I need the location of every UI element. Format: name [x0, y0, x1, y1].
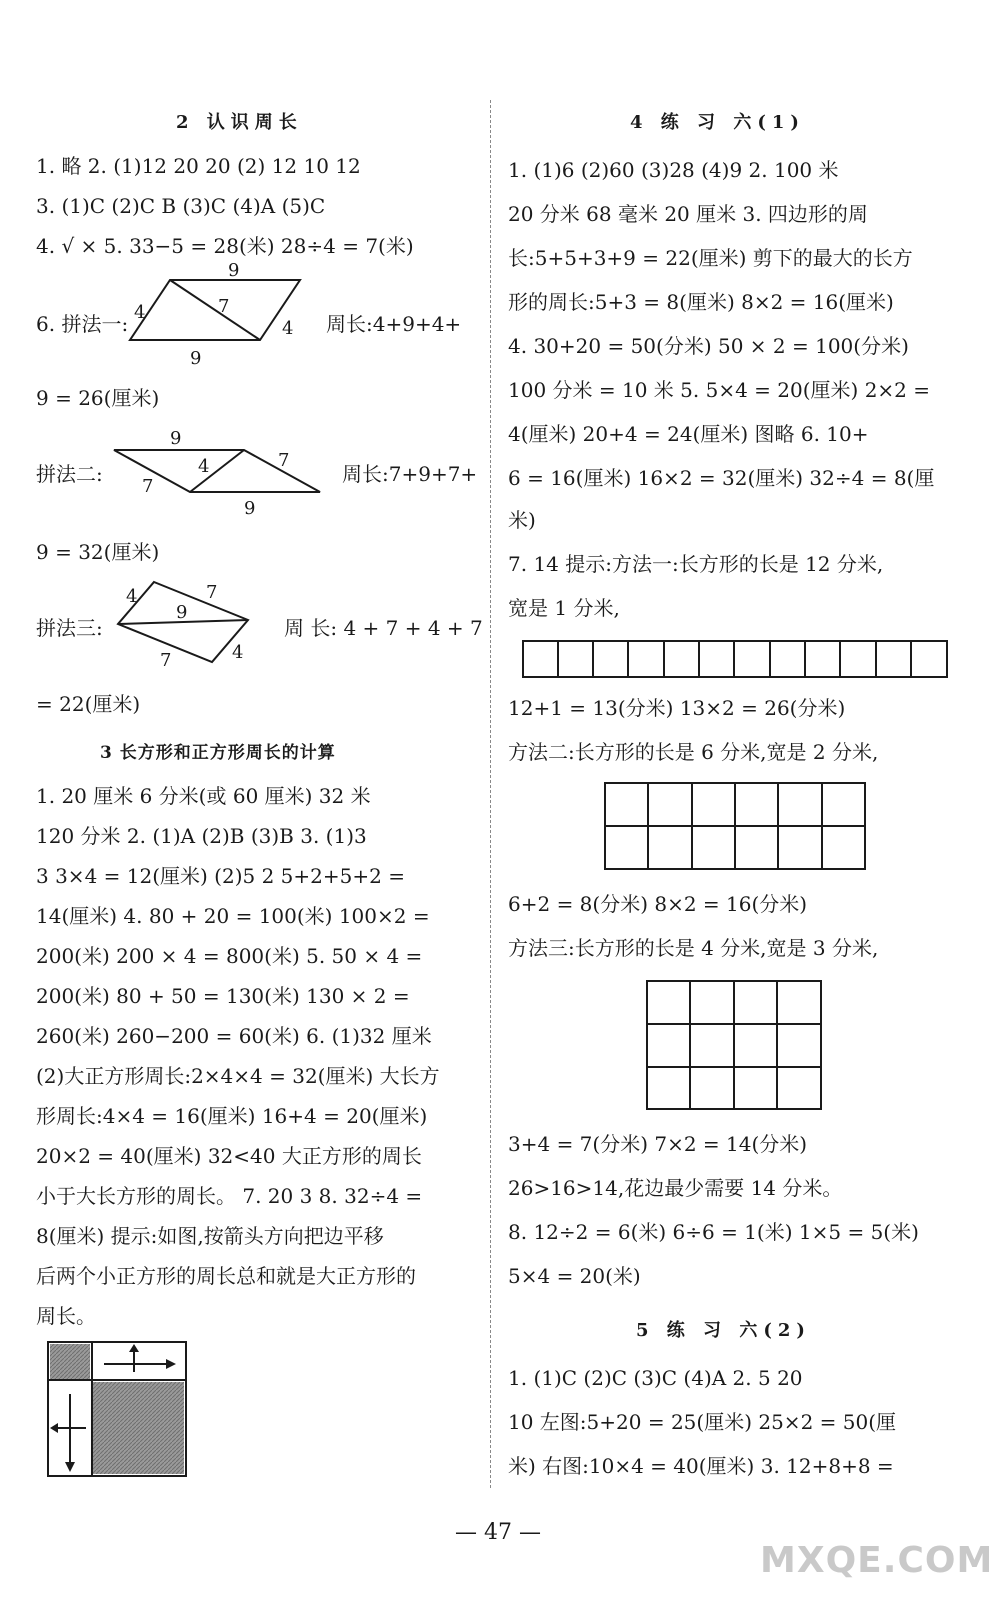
parallelogram-figure-1: [130, 260, 310, 370]
answer-line: 米): [508, 508, 536, 532]
answer-line: 4(厘米) 20+4 = 24(厘米) 图略 6. 10+: [508, 422, 869, 446]
answer-line: 200(米) 80 + 50 = 130(米) 130 × 2 =: [36, 984, 410, 1008]
fig2-mid-label: 4: [198, 456, 210, 477]
answer-line: 拼法三:: [36, 616, 103, 640]
answer-line: 3+4 = 7(分米) 7×2 = 14(分米): [508, 1132, 808, 1156]
fig3-botr-label: 4: [232, 642, 244, 663]
section-4-title: 4 练 习 六(1): [630, 112, 805, 133]
answer-line: 形周长:4×4 = 16(厘米) 16+4 = 20(厘米): [36, 1104, 428, 1128]
section-3-title: 3 长方形和正方形周长的计算: [100, 743, 336, 763]
answer-line: 宽是 1 分米,: [508, 596, 620, 620]
fig2-top-label: 9: [170, 428, 182, 449]
answer-line: 1. (1)C (2)C (3)C (4)A 2. 5 20: [508, 1366, 803, 1390]
parallelogram-figure-2: [114, 428, 334, 518]
column-divider: [490, 100, 491, 1488]
answer-line: (2)大正方形周长:2×4×4 = 32(厘米) 大长方: [36, 1064, 440, 1088]
parallelogram-figure-3: [118, 578, 298, 678]
answer-line: 9 = 32(厘米): [36, 540, 160, 564]
answer-line: 周长:4+9+4+: [326, 312, 462, 336]
answer-line: 9 = 26(厘米): [36, 386, 160, 410]
answer-line: 1. 20 厘米 6 分米(或 60 厘米) 32 米: [36, 784, 371, 808]
answer-line: 拼法二:: [36, 462, 103, 486]
fig3-mid-label: 9: [176, 602, 188, 623]
answer-line: 小于大长方形的周长。 7. 20 3 8. 32÷4 =: [36, 1184, 423, 1208]
answer-line: 120 分米 2. (1)A (2)B (3)B 3. (1)3: [36, 824, 367, 848]
fig1-top-label: 9: [228, 260, 240, 281]
fig2-bottom-label: 9: [244, 498, 256, 519]
answer-line: 方法三:长方形的长是 4 分米,宽是 3 分米,: [508, 936, 879, 960]
answer-line: 8. 12÷2 = 6(米) 6÷6 = 1(米) 1×5 = 5(米): [508, 1220, 919, 1244]
grid-6x2: [604, 782, 868, 872]
section-5-title: 5 练 习 六(2): [636, 1320, 811, 1341]
answer-line: 方法二:长方形的长是 6 分米,宽是 2 分米,: [508, 740, 879, 764]
answer-line: 形的周长:5+3 = 8(厘米) 8×2 = 16(厘米): [508, 290, 894, 314]
answer-line: 米) 右图:10×4 = 40(厘米) 3. 12+8+8 =: [508, 1454, 894, 1478]
fig1-left-label: 4: [134, 302, 146, 323]
fig3-topr-label: 7: [206, 582, 218, 603]
grid-12x1: [522, 640, 948, 680]
answer-line: 20×2 = 40(厘米) 32<40 大正方形的周长: [36, 1144, 422, 1168]
square-shift-figure: [48, 1342, 188, 1480]
fig2-left-label: 7: [142, 476, 154, 497]
answer-line: = 22(厘米): [36, 692, 141, 716]
answer-line: 周 长: 4 + 7 + 4 + 7: [284, 616, 483, 640]
answer-line: 周长:7+9+7+: [342, 462, 478, 486]
answer-line: 5×4 = 20(米): [508, 1264, 641, 1288]
answer-line: 7. 14 提示:方法一:长方形的长是 12 分米,: [508, 552, 884, 576]
answer-line: 1. 略 2. (1)12 20 20 (2) 12 10 12: [36, 154, 361, 178]
answer-line: 12+1 = 13(分米) 13×2 = 26(分米): [508, 696, 846, 720]
fig1-mid-label: 7: [218, 296, 230, 317]
answer-line: 100 分米 = 10 米 5. 5×4 = 20(厘米) 2×2 =: [508, 378, 931, 402]
fig3-botl-label: 7: [160, 650, 172, 671]
answer-line: 周长。: [36, 1304, 96, 1328]
answer-line: 3. (1)C (2)C B (3)C (4)A (5)C: [36, 194, 326, 218]
answer-line: 8(厘米) 提示:如图,按箭头方向把边平移: [36, 1224, 384, 1248]
section-2-title: 2 认识周长: [176, 112, 303, 133]
answer-line: 3 3×4 = 12(厘米) (2)5 2 5+2+5+2 =: [36, 864, 405, 888]
answer-line: 后两个小正方形的周长总和就是大正方形的: [36, 1264, 416, 1288]
fig1-right-label: 4: [282, 318, 294, 339]
grid-4x3: [646, 980, 826, 1114]
fig1-bottom-label: 9: [190, 348, 202, 369]
fig2-right-label: 7: [278, 450, 290, 471]
answer-line: 260(米) 260−200 = 60(米) 6. (1)32 厘米: [36, 1024, 432, 1048]
answer-line: 26>16>14,花边最少需要 14 分米。: [508, 1176, 843, 1200]
answer-line: 4. √ × 5. 33−5 = 28(米) 28÷4 = 7(米): [36, 234, 414, 258]
answer-line: 200(米) 200 × 4 = 800(米) 5. 50 × 4 =: [36, 944, 423, 968]
answer-line: 20 分米 68 毫米 20 厘米 3. 四边形的周: [508, 202, 868, 226]
page-number: — 47 —: [455, 1520, 541, 1545]
answer-line: 10 左图:5+20 = 25(厘米) 25×2 = 50(厘: [508, 1410, 897, 1434]
watermark-logo: MXQE.COM: [760, 1540, 994, 1581]
answer-line: 长:5+5+3+9 = 22(厘米) 剪下的最大的长方: [508, 246, 913, 270]
answer-line: 6. 拼法一:: [36, 312, 129, 336]
answer-line: 14(厘米) 4. 80 + 20 = 100(米) 100×2 =: [36, 904, 430, 928]
fig3-topl-label: 4: [126, 586, 138, 607]
answer-line: 4. 30+20 = 50(分米) 50 × 2 = 100(分米): [508, 334, 909, 358]
answer-line: 1. (1)6 (2)60 (3)28 (4)9 2. 100 米: [508, 158, 839, 182]
answer-line: 6+2 = 8(分米) 8×2 = 16(分米): [508, 892, 808, 916]
answer-line: 6 = 16(厘米) 16×2 = 32(厘米) 32÷4 = 8(厘: [508, 466, 935, 490]
